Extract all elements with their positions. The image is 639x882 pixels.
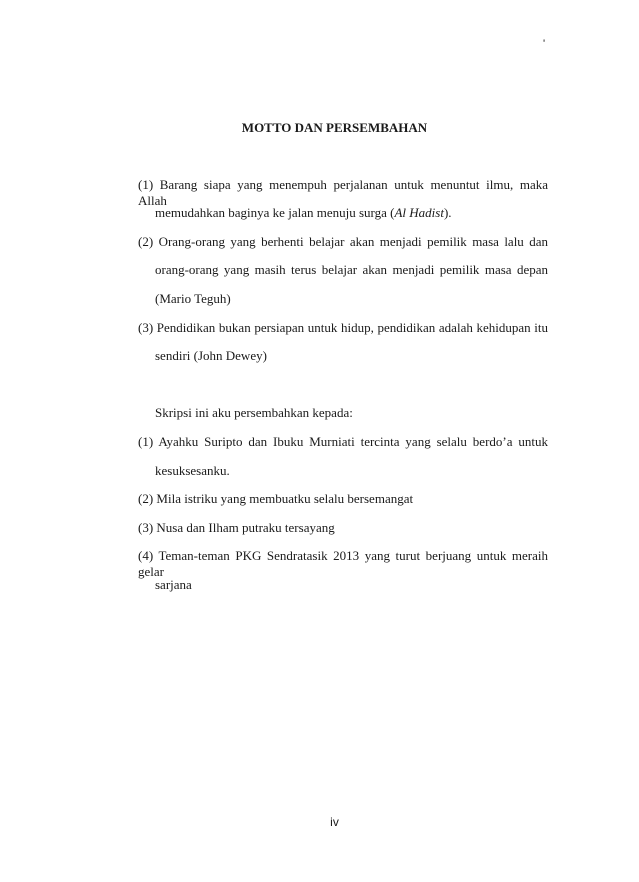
- motto-item-2-line-2: orang-orang yang masih terus belajar akan menjadi pemilik masa depan: [155, 262, 548, 277]
- dedication-item-1-line-2: kesuksesanku.: [155, 463, 230, 478]
- motto-item-1-text: memudahkan baginya ke jalan menuju surga (: [155, 205, 395, 220]
- dedication-item-2: (2) Mila istriku yang membuatku selalu bersemangat: [138, 491, 414, 506]
- dedication-item-4-line-1: (4) Teman-teman PKG Sendratasik 2013 yang turut berjuang untuk meraih gelar: [138, 548, 548, 579]
- motto-item-1-line-1: (1) Barang siapa yang menempuh perjalanan untuk menuntut ilmu, maka Allah: [138, 177, 548, 208]
- dedication-intro: Skripsi ini aku persembahkan kepada:: [155, 405, 353, 420]
- dedication-item-3: (3) Nusa dan Ilham putraku tersayang: [138, 520, 335, 535]
- dedication-item-1-line-1: (1) Ayahku Suripto dan Ibuku Murniati tercinta yang selalu berdo’a untuk: [138, 434, 548, 449]
- motto-item-3-line-1: (3) Pendidikan bukan persiapan untuk hidup, pendidikan adalah kehidupan itu: [138, 320, 548, 335]
- motto-item-1-end: ).: [443, 205, 452, 220]
- motto-item-3-line-2: sendiri (John Dewey): [155, 348, 267, 363]
- dedication-item-4-line-2: sarjana: [155, 577, 192, 592]
- motto-item-1-line-2: [155, 205, 452, 221]
- motto-item-2-line-3: (Mario Teguh): [155, 291, 231, 306]
- motto-item-1-source: Al Hadist: [394, 205, 444, 220]
- corner-mark: ': [543, 38, 546, 50]
- motto-item-2-line-1: (2) Orang-orang yang berhenti belajar akan menjadi pemilik masa lalu dan: [138, 234, 548, 249]
- page-title: MOTTO DAN PERSEMBAHAN: [241, 120, 428, 135]
- page-number: iv: [330, 815, 339, 829]
